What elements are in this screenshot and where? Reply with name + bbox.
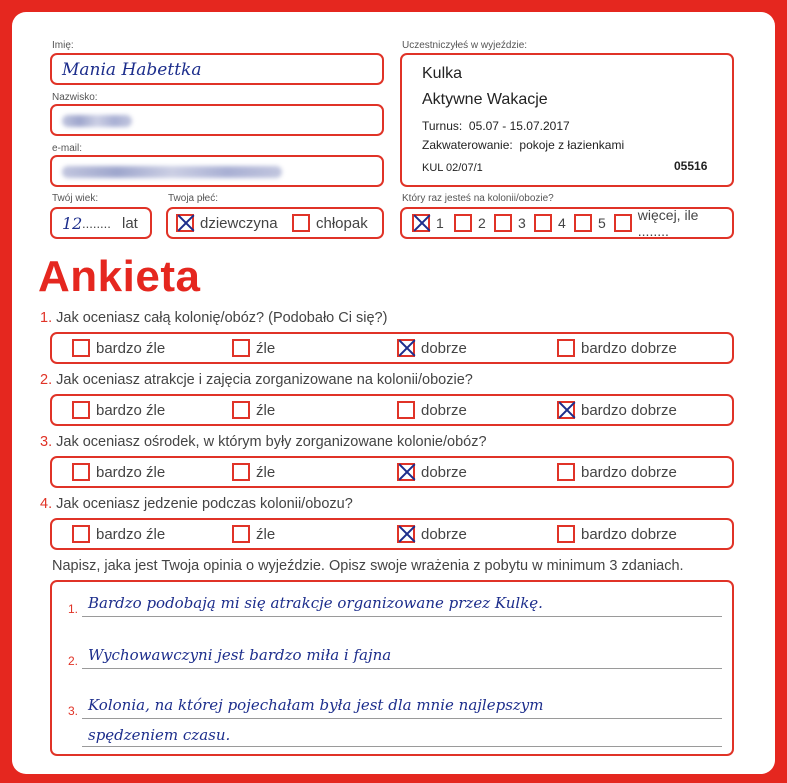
answer-option[interactable] (397, 520, 467, 548)
checkbox[interactable] (397, 401, 415, 419)
trip-number: 05516 (674, 159, 708, 173)
opinion-line-number: 3. (68, 704, 79, 718)
raz-option-label: 3 (518, 215, 526, 231)
answer-option[interactable] (397, 396, 467, 424)
trip-program: Aktywne Wakacje (422, 91, 548, 108)
answer-option-label: źle (256, 339, 276, 357)
checkbox[interactable] (72, 401, 90, 419)
answer-option[interactable] (232, 458, 275, 486)
email-label: e-mail: (52, 143, 83, 154)
checkbox[interactable] (454, 214, 472, 232)
answer-option[interactable] (72, 520, 165, 548)
question-text: Jak oceniasz atrakcje i zajęcia zorganizowane na kolonii/obozie? (56, 372, 473, 388)
opinion-textarea[interactable] (50, 580, 734, 756)
checkbox[interactable] (557, 525, 575, 543)
answer-option-label: bardzo dobrze (581, 401, 677, 419)
opinion-line-3: Kolonia, na której pojechałam była jest dla mnie najlepszym (88, 696, 544, 714)
checkbox[interactable] (72, 525, 90, 543)
wiek-unit: lat (122, 215, 138, 232)
plec-option-label: dziewczyna (200, 214, 278, 232)
wiek-dots: ........ (82, 216, 111, 231)
raz-option-5[interactable] (574, 209, 606, 237)
checkbox[interactable] (232, 525, 250, 543)
checkbox[interactable] (534, 214, 552, 232)
answer-option[interactable] (72, 334, 165, 362)
plec-label: Twoja płeć: (168, 193, 219, 204)
zakw-value: pokoje z łazienkami (519, 138, 625, 152)
answer-option[interactable] (232, 520, 275, 548)
answer-option[interactable] (397, 458, 467, 486)
checkbox[interactable] (494, 214, 512, 232)
answer-option-label: dobrze (421, 401, 467, 419)
imie-value: Mania Habettka (62, 60, 202, 80)
answer-option[interactable] (557, 458, 677, 486)
ktory-raz-label: Który raz jesteś na kolonii/obozie? (402, 193, 554, 204)
answer-option-label: dobrze (421, 525, 467, 543)
answer-option[interactable] (72, 396, 165, 424)
trip-turnus (422, 119, 570, 133)
opinion-prompt: Napisz, jaka jest Twoja opinia o wyjeździe. Opisz swoje wrażenia z pobytu w minimum 3 zdaniach. (52, 558, 684, 574)
answer-option-label: źle (256, 525, 276, 543)
question-2-answers (50, 394, 734, 426)
wiek-label: Twój wiek: (52, 193, 99, 204)
nazwisko-label: Nazwisko: (52, 92, 98, 103)
question-text: Jak oceniasz jedzenie podczas kolonii/obozu? (56, 496, 353, 512)
zakw-label: Zakwaterowanie: (422, 138, 513, 152)
opinion-line-2: Wychowawczyni jest bardzo miła i fajna (88, 646, 392, 664)
raz-option-label: 4 (558, 215, 566, 231)
imie-label: Imię: (52, 40, 74, 51)
answer-option[interactable] (232, 396, 275, 424)
trip-code: KUL 02/07/1 (422, 162, 483, 174)
question-3 (40, 434, 487, 450)
question-number: 2. (40, 372, 53, 388)
plec-option-chlopak[interactable] (292, 209, 368, 237)
plec-field (166, 207, 384, 239)
answer-option-label: źle (256, 401, 276, 419)
answer-option[interactable] (232, 334, 275, 362)
answer-option-label: bardzo źle (96, 463, 166, 481)
raz-option-label: 2 (478, 215, 486, 231)
answer-option[interactable] (557, 334, 677, 362)
trip-name: Kulka (422, 65, 463, 82)
checkbox[interactable] (574, 214, 592, 232)
writing-line (82, 616, 722, 617)
checkbox[interactable] (72, 339, 90, 357)
email-field[interactable] (50, 155, 384, 187)
answer-option-label: bardzo dobrze (581, 463, 677, 481)
answer-option-label: bardzo dobrze (581, 339, 677, 357)
question-2 (40, 372, 473, 388)
turnus-value: 05.07 - 15.07.2017 (468, 119, 570, 133)
checkbox[interactable] (232, 339, 250, 357)
question-number: 1. (40, 310, 53, 326)
uczestniczyles-label: Uczestniczyłeś w wyjeździe: (402, 40, 528, 51)
answer-option-label: źle (256, 463, 276, 481)
opinion-line-1: Bardzo podobają mi się atrakcje organizowane przez Kulkę. (88, 594, 543, 612)
checkbox-checked[interactable] (397, 525, 415, 543)
answer-option[interactable] (557, 396, 677, 424)
wiek-field[interactable] (50, 207, 152, 239)
writing-line (82, 668, 722, 669)
checkbox[interactable] (72, 463, 90, 481)
checkbox[interactable] (557, 339, 575, 357)
raz-option-3[interactable] (494, 209, 526, 237)
turnus-label: Turnus: (422, 119, 463, 133)
writing-line (82, 718, 722, 719)
answer-option-label: bardzo źle (96, 339, 166, 357)
checkbox[interactable] (232, 463, 250, 481)
answer-option-label: bardzo źle (96, 525, 166, 543)
checkbox-checked[interactable] (412, 214, 430, 232)
raz-option-label: 1 (436, 215, 444, 231)
plec-option-dziewczyna[interactable] (176, 209, 278, 237)
answer-option-label: bardzo dobrze (581, 525, 677, 543)
question-4-answers (50, 518, 734, 550)
checkbox[interactable] (557, 463, 575, 481)
raz-option-2[interactable] (454, 209, 486, 237)
plec-option-label: chłopak (316, 214, 368, 232)
survey-title: Ankieta (38, 252, 201, 301)
checkbox[interactable] (614, 214, 632, 232)
checkbox-checked[interactable] (397, 463, 415, 481)
redacted-surname (62, 115, 132, 127)
checkbox-checked[interactable] (397, 339, 415, 357)
checkbox-checked[interactable] (557, 401, 575, 419)
trip-info-box (400, 53, 734, 187)
answer-option-label: dobrze (421, 463, 467, 481)
raz-option-4[interactable] (534, 209, 566, 237)
opinion-line-4: spędzeniem czasu. (88, 726, 231, 744)
answer-option[interactable] (557, 520, 677, 548)
redacted-email (62, 166, 282, 178)
question-text: Jak oceniasz ośrodek, w którym były zorganizowane kolonie/obóz? (56, 434, 487, 450)
opinion-line-number: 2. (68, 654, 79, 668)
question-1-answers (50, 332, 734, 364)
question-1 (40, 310, 387, 326)
raz-option-1[interactable] (412, 209, 444, 237)
opinion-line-number: 1. (68, 602, 79, 616)
trip-zakwaterowanie (422, 138, 624, 152)
checkbox[interactable] (292, 214, 310, 232)
question-number: 4. (40, 496, 53, 512)
answer-option[interactable] (397, 334, 467, 362)
raz-option-label: 5 (598, 215, 606, 231)
answer-option-label: bardzo źle (96, 401, 166, 419)
checkbox-checked[interactable] (176, 214, 194, 232)
question-4 (40, 496, 353, 512)
checkbox[interactable] (232, 401, 250, 419)
question-text: Jak oceniasz całą kolonię/obóz? (Podobało Ci się?) (56, 310, 388, 326)
question-3-answers (50, 456, 734, 488)
answer-option[interactable] (72, 458, 165, 486)
raz-option-label: więcej, ile ........ (637, 207, 699, 239)
ktory-raz-field (400, 207, 734, 239)
wiek-value: 12 (62, 214, 83, 233)
nazwisko-field[interactable] (50, 104, 384, 136)
writing-line (82, 746, 722, 747)
raz-option-more[interactable] (614, 209, 732, 237)
imie-field[interactable] (50, 53, 384, 85)
answer-option-label: dobrze (421, 339, 467, 357)
question-number: 3. (40, 434, 53, 450)
